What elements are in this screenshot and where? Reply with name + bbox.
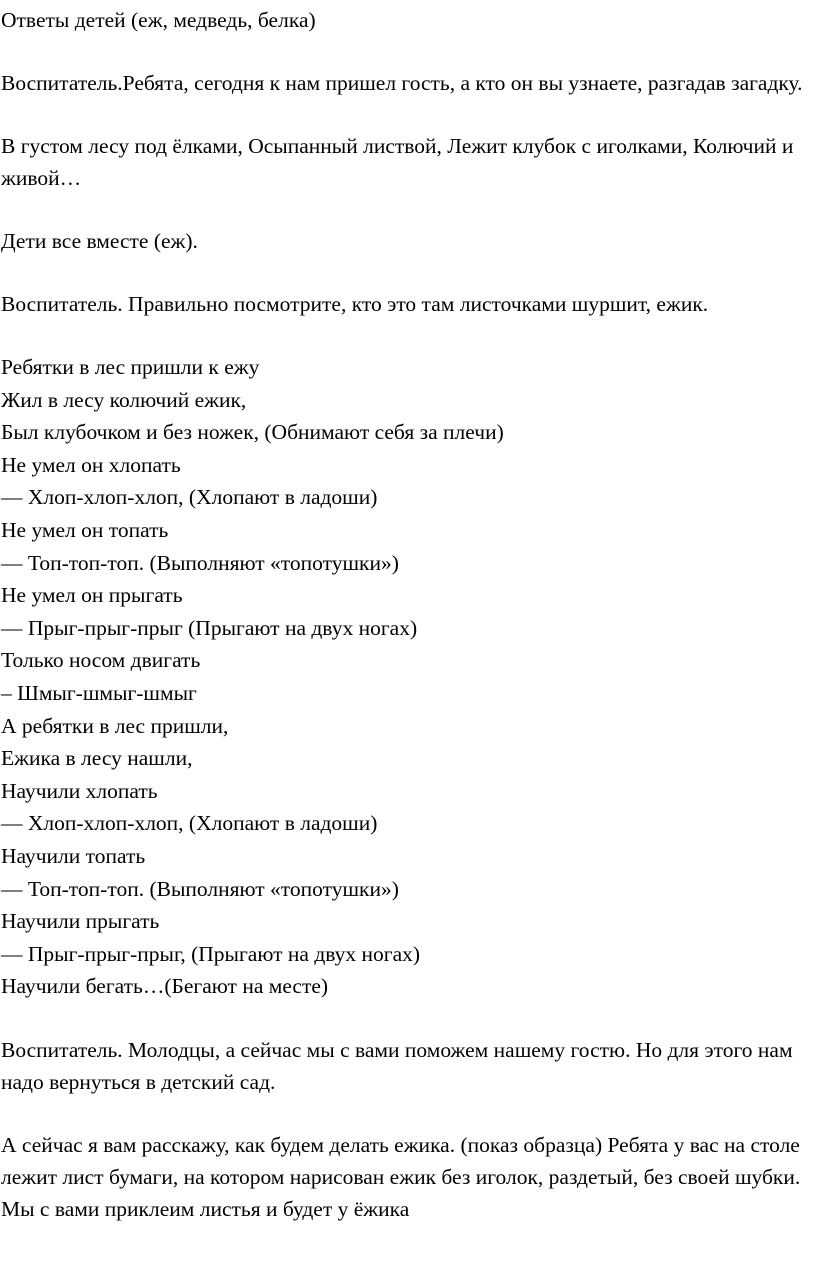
poem-line: Научили топать <box>1 843 146 868</box>
poem-line: Ежика в лесу нашли, <box>1 746 193 771</box>
poem-line: — Топ-топ-топ. (Выполняют «топотушки») <box>1 876 399 901</box>
poem-line: Жил в лесу колючий ежик, <box>1 387 247 412</box>
poem-line: Научили хлопать <box>1 778 158 803</box>
paragraph-teacher-hedgehog: Воспитатель. Правильно посмотрите, кто это там листочками шуршит, ежик. <box>1 292 709 316</box>
poem-block <box>1 351 816 1003</box>
poem-line: Не умел он топать <box>1 517 169 542</box>
poem-line: — Хлоп-хлоп-хлоп, (Хлопают в ладоши) <box>1 485 378 510</box>
poem-line: — Прыг-прыг-прыг (Прыгают на двух ногах) <box>1 615 418 640</box>
poem-line: Только носом двигать <box>1 648 201 673</box>
paragraph-children-response: Дети все вместе (еж). <box>1 229 198 253</box>
poem-line: — Топ-топ-топ. (Выполняют «топотушки») <box>1 550 399 575</box>
poem-line: Научили прыгать <box>1 909 160 934</box>
poem-line: – Шмыг-шмыг-шмыг <box>1 680 197 705</box>
paragraph-craft-instructions: А сейчас я вам расскажу, как будем делать ежика. (показ образца) Ребята у вас на столе лежит лист бумаги, на котором нарисован ежик без иголок, раздетый, без своей шубки. Мы с вами приклеим листья и будет у ёжика <box>1 1132 801 1221</box>
paragraph-teacher-intro: Воспитатель.Ребята, сегодня к нам пришел гость, а кто он вы узнаете, разгадав загадку. <box>1 71 803 95</box>
poem-line: — Хлоп-хлоп-хлоп, (Хлопают в ладоши) <box>1 811 378 836</box>
poem-line: — Прыг-прыг-прыг, (Прыгают на двух ногах) <box>1 941 421 966</box>
paragraph-children-answers: Ответы детей (еж, медведь, белка) <box>1 8 316 32</box>
poem-line: Не умел он хлопать <box>1 452 181 477</box>
poem-line: Не умел он прыгать <box>1 583 183 608</box>
poem-line: Был клубочком и без ножек, (Обнимают себя за плечи) <box>1 420 504 445</box>
poem-line: Ребятки в лес пришли к ежу <box>1 355 260 379</box>
poem-line: А ребятки в лес пришли, <box>1 713 229 738</box>
paragraph-riddle: В густом лесу под ёлками, Осыпанный листвой, Лежит клубок с иголками, Колючий и живой… <box>1 134 794 190</box>
paragraph-teacher-help: Воспитатель. Молодцы, а сейчас мы с вами поможем нашему гостю. Но для этого нам надо вернуться в детский сад. <box>1 1037 793 1094</box>
poem-line: Научили бегать…(Бегают на месте) <box>1 974 329 999</box>
